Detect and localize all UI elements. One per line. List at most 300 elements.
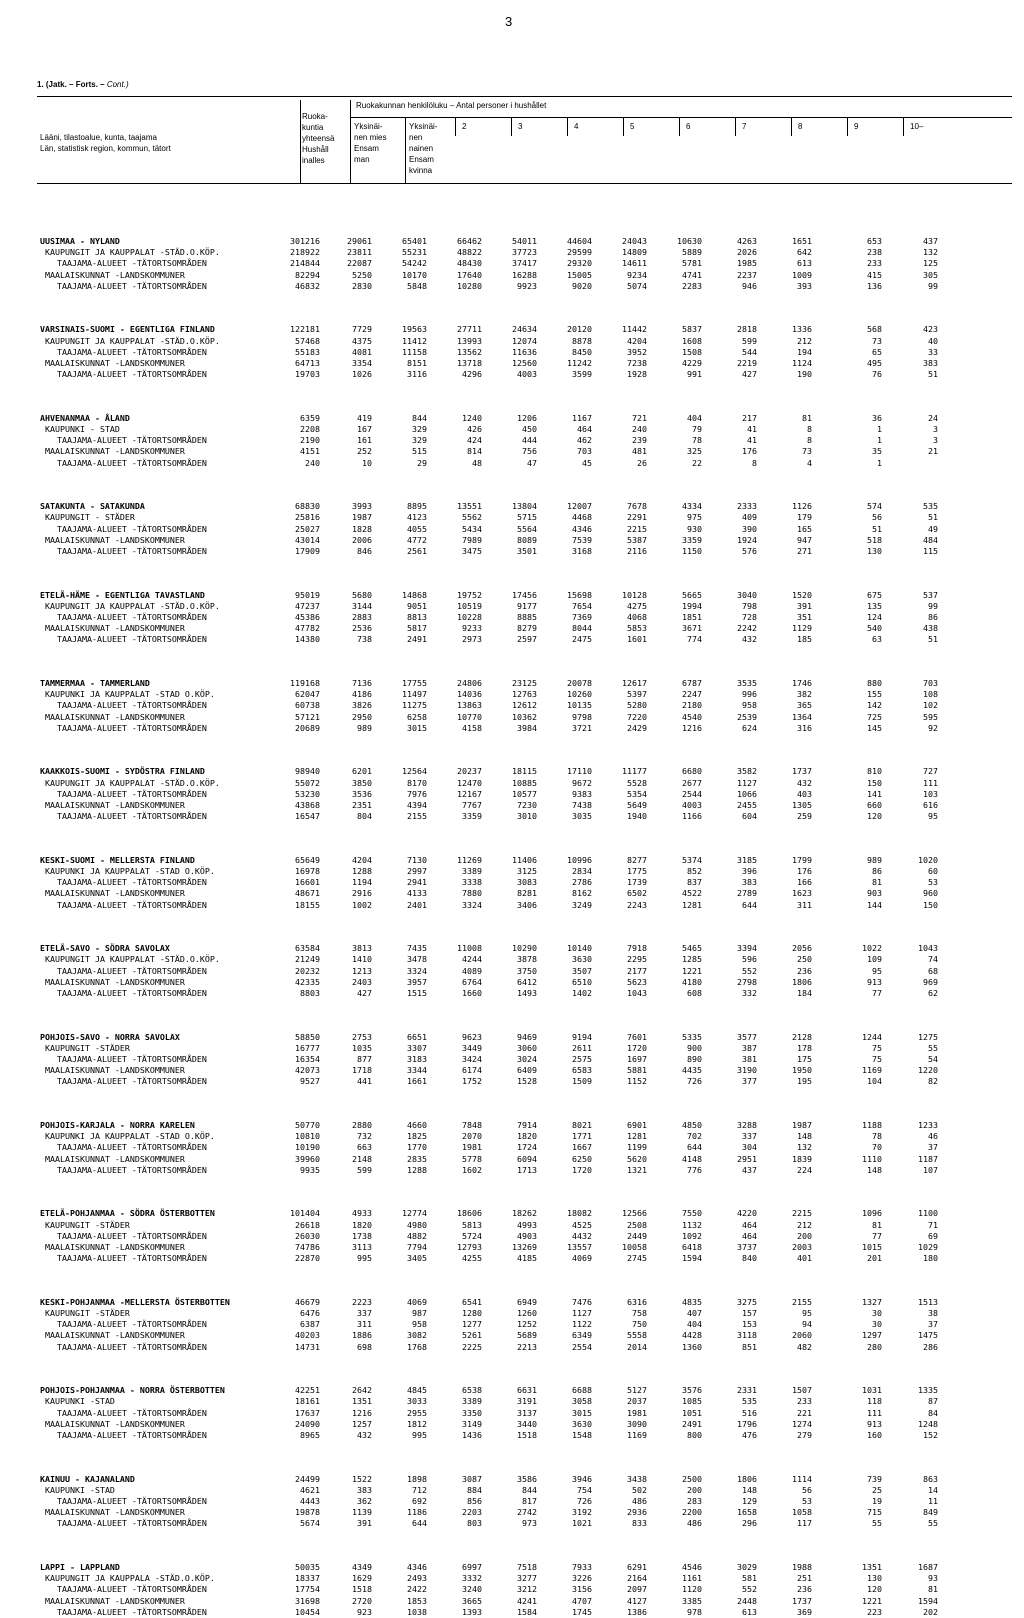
table-row [0,855,1024,866]
row-value: 7518 [517,1562,537,1572]
row-value: 332 [742,987,757,998]
row-value: 48 [472,457,482,468]
row-value: 1321 [627,1164,647,1175]
row-value: 1252 [517,1319,537,1330]
row-value: 973 [522,1518,537,1529]
row-value: 1687 [918,1562,938,1572]
row-value: 1799 [792,854,812,865]
row-label: MAALAISKUNNAT -LANDSKOMMUNER [45,269,185,280]
col-header-size: 4 [574,122,579,131]
row-value: 9177 [517,600,537,611]
row-value: 1713 [517,1164,537,1175]
row-value: 852 [687,865,702,876]
row-value: 62 [928,987,938,998]
row-value: 13804 [512,501,537,512]
row-value: 1981 [627,1407,647,1418]
row-value: 6502 [627,888,647,899]
table-row [0,601,1024,612]
row-value: 1026 [352,369,372,380]
row-value: 1724 [517,1142,537,1153]
row-value: 840 [742,1253,757,1264]
row-value: 833 [632,1518,647,1529]
row-value: 995 [412,1429,427,1440]
row-value: 2642 [352,1385,372,1396]
row-value: 3010 [517,811,537,822]
row-value: 991 [687,369,702,380]
row-label: KAINUU - KAJANALAND [40,1473,135,1484]
row-value: 1257 [352,1418,372,1429]
row-value: 432 [742,634,757,645]
row-label: VARSINAIS-SUOMI - EGENTLIGA FINLAND [40,324,215,335]
row-value: 60 [928,865,938,876]
row-value: 3185 [737,854,757,865]
table-row [0,1043,1024,1054]
row-value: 1839 [792,1153,812,1164]
row-value: 7933 [572,1562,592,1572]
row-value: 24090 [295,1418,320,1429]
row-value: 233 [797,1396,812,1407]
row-label: KAUPUNGIT -STÄDER [45,1219,130,1230]
row-value: 1770 [407,1142,427,1153]
row-value: 351 [797,611,812,622]
row-value: 7435 [407,943,427,954]
table-row [0,612,1024,623]
row-value: 22870 [295,1253,320,1264]
table-row [0,634,1024,645]
row-value: 3406 [517,899,537,910]
row-value: 14380 [295,634,320,645]
row-value: 3324 [407,965,427,976]
row-value: 17637 [295,1407,320,1418]
row-value: 10810 [295,1131,320,1142]
row-value: 27711 [457,324,482,335]
row-value: 3394 [737,943,757,954]
row-value: 1746 [792,678,812,688]
col-header-size: 8 [798,122,803,131]
col-total-line: yhteensä [302,134,335,143]
table-row [0,1518,1024,1529]
row-value: 19703 [295,369,320,380]
table-row [0,623,1024,634]
row-value: 44604 [567,236,592,246]
row-value: 212 [797,1219,812,1230]
row-value: 604 [742,811,757,822]
row-label: TAAJAMA-ALUEET -TÄTORTSOMRÅDEN [57,280,207,291]
row-value: 42335 [295,976,320,987]
row-value: 41 [747,423,757,434]
row-value: 81 [872,1219,882,1230]
row-value: 4148 [682,1153,702,1164]
col-male-line: man [354,155,370,164]
row-value: 7230 [517,799,537,810]
table-row [0,888,1024,899]
row-value: 7438 [572,799,592,810]
row-value: 12564 [402,766,427,777]
row-value: 482 [797,1341,812,1352]
row-value: 3087 [462,1473,482,1484]
row-value: 1161 [682,1573,702,1584]
row-value: 1775 [627,865,647,876]
col-header-size: 5 [630,122,635,131]
row-value: 144 [867,899,882,910]
row-value: 3033 [407,1396,427,1407]
row-value: 63584 [295,943,320,954]
row-value: 325 [687,446,702,457]
table-row [0,1507,1024,1518]
row-value: 155 [867,689,882,700]
row-value: 3984 [517,722,537,733]
row-value: 87 [928,1396,938,1407]
row-value: 2225 [462,1341,482,1352]
row-value: 1629 [352,1573,372,1584]
row-value: 1351 [862,1562,882,1572]
row-value: 9935 [300,1164,320,1175]
row-value: 11269 [457,854,482,865]
row-value: 4180 [682,976,702,987]
row-value: 13557 [567,1241,592,1252]
row-value: 11412 [402,335,427,346]
row-value: 1122 [572,1319,592,1330]
row-value: 1928 [627,369,647,380]
row-label: KAUPUNGIT -STÄDER [45,1042,130,1053]
row-label: TAAJAMA-ALUEET -TÄTORTSOMRÅDEN [57,457,207,468]
row-value: 22087 [347,258,372,269]
row-value: 9194 [572,1031,592,1042]
row-value: 383 [357,1484,372,1495]
row-value: 6316 [627,1296,647,1307]
row-value: 10170 [402,269,427,280]
row-value: 42073 [295,1065,320,1076]
row-value: 1213 [352,965,372,976]
row-value: 53 [928,877,938,888]
row-value: 2422 [407,1584,427,1595]
row-value: 377 [742,1076,757,1087]
row-value: 5374 [682,854,702,865]
row-value: 2798 [737,976,757,987]
row-value: 3449 [462,1042,482,1053]
row-value: 2720 [352,1595,372,1606]
row-value: 40 [928,335,938,346]
row-value: 1020 [918,854,938,865]
row-value: 4158 [462,722,482,733]
row-value: 4432 [572,1230,592,1241]
row-value: 1167 [572,412,592,423]
row-value: 12560 [512,357,537,368]
row-label: TAAJAMA-ALUEET -TÄTORTSOMRÅDEN [57,346,207,357]
row-value: 3149 [462,1418,482,1429]
row-value: 18606 [457,1208,482,1219]
row-value: 1260 [517,1307,537,1318]
row-value: 101404 [290,1208,320,1219]
row-value: 2493 [407,1573,427,1584]
row-value: 1806 [792,976,812,987]
row-value: 1188 [862,1120,882,1130]
row-value: 6997 [462,1562,482,1572]
row-value: 1548 [572,1429,592,1440]
row-value: 6901 [627,1120,647,1130]
row-value: 1029 [918,1241,938,1252]
row-value: 5434 [462,523,482,534]
table-row [0,678,1024,689]
row-value: 1851 [682,611,702,622]
row-value: 8 [807,423,812,434]
row-label: TAAJAMA-ALUEET -TÄTORTSOMRÅDEN [57,877,207,888]
row-value: 10280 [457,280,482,291]
table-row [0,1430,1024,1441]
row-value: 738 [357,634,372,645]
table-row [0,1131,1024,1142]
row-value: 1150 [682,545,702,556]
row-value: 3826 [352,700,372,711]
row-value: 540 [867,623,882,634]
row-value: 675 [867,589,882,600]
row-value: 1199 [627,1142,647,1153]
row-value: 4845 [407,1385,427,1396]
row-value: 1002 [352,899,372,910]
row-value: 2003 [792,1241,812,1252]
row-value: 1475 [918,1330,938,1341]
row-label: KAUPUNGIT JA KAUPPALAT -STÄD.O.KÖP. [45,954,220,965]
row-label: TAAJAMA-ALUEET -TÄTORTSOMRÅDEN [57,1142,207,1153]
row-value: 9672 [572,777,592,788]
row-value: 279 [797,1429,812,1440]
row-value: 2219 [737,357,757,368]
row-value: 92 [928,722,938,733]
row-value: 13993 [457,335,482,346]
row-value: 5813 [462,1219,482,1230]
row-value: 4522 [682,888,702,899]
row-value: 1206 [517,412,537,423]
row-value: 432 [797,777,812,788]
row-value: 3389 [462,865,482,876]
row-value: 4133 [407,888,427,899]
row-value: 2455 [737,799,757,810]
row-value: 10228 [457,611,482,622]
row-value: 10362 [512,711,537,722]
row-value: 24 [928,412,938,423]
row-value: 9798 [572,711,592,722]
row-value: 2997 [407,865,427,876]
row-label: KESKI-SUOMI - MELLERSTA FINLAND [40,854,195,865]
row-value: 7539 [572,534,592,545]
row-value: 726 [577,1495,592,1506]
row-value: 11497 [402,689,427,700]
continuation-text: 1. (Jatk. – Forts. [37,80,98,89]
row-value: 148 [867,1164,882,1175]
row-value: 4835 [682,1296,702,1307]
row-value: 18262 [512,1208,537,1219]
row-label: AHVENANMAA - ÅLAND [40,412,130,423]
row-value: 68 [928,965,938,976]
row-value: 3307 [407,1042,427,1053]
row-value: 1410 [352,954,372,965]
row-label: TAAJAMA-ALUEET -TÄTORTSOMRÅDEN [57,523,207,534]
row-value: 8279 [517,623,537,634]
row-value: 160 [867,1429,882,1440]
row-value: 161 [357,435,372,446]
row-label: MAALAISKUNNAT -LANDSKOMMUNER [45,1418,185,1429]
row-value: 24634 [512,324,537,335]
row-value: 535 [923,501,938,512]
row-value: 33 [928,346,938,357]
row-value: 2936 [627,1507,647,1518]
table-row [0,1165,1024,1176]
row-value: 7130 [407,854,427,865]
row-value: 5837 [682,324,702,335]
row-value: 6412 [517,976,537,987]
row-value: 329 [412,435,427,446]
table-row [0,900,1024,911]
row-value: 16354 [295,1053,320,1064]
row-value: 437 [923,236,938,246]
row-value: 1216 [682,722,702,733]
row-value: 1277 [462,1319,482,1330]
row-value: 3993 [352,501,372,512]
row-value: 5649 [627,799,647,810]
row-value: 4296 [462,369,482,380]
row-value: 415 [867,269,882,280]
row-value: 214844 [290,258,320,269]
group-title: Ruokakunnan henkilöluku – Antal personer i hushållet [356,101,547,110]
row-value: 37 [928,1142,938,1153]
row-value: 239 [632,435,647,446]
row-value: 3 [933,435,938,446]
row-value: 958 [742,700,757,711]
row-value: 804 [357,811,372,822]
row-value: 12074 [512,335,537,346]
row-value: 130 [867,1573,882,1584]
row-value: 7678 [627,501,647,512]
row-value: 1288 [407,1164,427,1175]
table-row [0,1319,1024,1330]
row-value: 5715 [517,512,537,523]
row-value: 437 [742,1164,757,1175]
row-value: 202 [923,1606,938,1617]
row-value: 76 [872,369,882,380]
row-value: 6201 [352,766,372,777]
row-value: 29320 [567,258,592,269]
table-row [0,723,1024,734]
row-value: 201 [867,1253,882,1264]
row-value: 3137 [517,1407,537,1418]
row-value: 3029 [737,1562,757,1572]
row-value: 250 [797,954,812,965]
row-value: 2295 [627,954,647,965]
row-value: 946 [742,280,757,291]
row-value: 54242 [402,258,427,269]
table-row [0,1154,1024,1165]
row-value: 441 [357,1076,372,1087]
row-value: 4525 [572,1219,592,1230]
row-value: 5689 [517,1330,537,1341]
row-value: 55 [872,1518,882,1529]
row-value: 432 [357,1429,372,1440]
row-value: 2177 [627,965,647,976]
row-label: TAAJAMA-ALUEET -TÄTORTSOMRÅDEN [57,1495,207,1506]
row-value: 2536 [352,623,372,634]
row-label: SATAKUNTA - SATAKUNDA [40,501,145,512]
row-value: 178 [797,1042,812,1053]
row-value: 1244 [862,1031,882,1042]
row-value: 989 [357,722,372,733]
row-value: 53230 [295,788,320,799]
row-value: 6258 [407,711,427,722]
row-value: 5397 [627,689,647,700]
table-row [0,1208,1024,1219]
row-value: 4980 [407,1219,427,1230]
row-value: 1129 [792,623,812,634]
row-value: 8170 [407,777,427,788]
table-row [0,800,1024,811]
row-value: 135 [867,600,882,611]
row-value: 73 [872,335,882,346]
row-value: 18337 [295,1573,320,1584]
col-male-line: Yksinäi- [354,122,383,131]
row-value: 3385 [682,1595,702,1606]
row-value: 111 [867,1407,882,1418]
row-label: KAUPUNGIT -STÄDER [45,1307,130,1318]
row-value: 9051 [407,600,427,611]
row-value: 8277 [627,854,647,865]
table-row [0,811,1024,822]
row-value: 95 [872,965,882,976]
row-value: 2745 [627,1253,647,1264]
row-value: 484 [923,534,938,545]
row-value: 1393 [462,1606,482,1617]
row-value: 18082 [567,1208,592,1219]
row-value: 45386 [295,611,320,622]
row-value: 2941 [407,877,427,888]
row-value: 17909 [295,545,320,556]
row-value: 11008 [457,943,482,954]
row-value: 5354 [627,788,647,799]
row-value: 7880 [462,888,482,899]
row-value: 304 [742,1142,757,1153]
row-value: 11275 [402,700,427,711]
row-value: 77 [872,987,882,998]
row-value: 95 [928,811,938,822]
row-value: 31698 [295,1595,320,1606]
row-value: 74786 [295,1241,320,1252]
row-value: 1274 [792,1418,812,1429]
row-value: 900 [687,1042,702,1053]
row-value: 9234 [627,269,647,280]
table-row [0,524,1024,535]
row-value: 3192 [572,1507,592,1518]
row-value: 16601 [295,877,320,888]
table-row [0,1032,1024,1043]
row-value: 515 [412,446,427,457]
row-value: 6387 [300,1319,320,1330]
row-value: 3507 [572,965,592,976]
row-value: 57121 [295,711,320,722]
row-value: 166 [797,877,812,888]
row-value: 51 [872,523,882,534]
col-female-line: kvinna [409,166,433,175]
row-value: 4468 [572,512,592,523]
row-value: 10128 [622,589,647,600]
row-value: 81 [928,1584,938,1595]
row-value: 1737 [792,1595,812,1606]
table-row [0,1596,1024,1607]
row-value: 12470 [457,777,482,788]
row-value: 383 [923,357,938,368]
row-label: POHJOIS-SAVO - NORRA SAVOLAX [40,1031,180,1042]
row-value: 17110 [567,766,592,777]
row-value: 1820 [352,1219,372,1230]
row-value: 2333 [737,501,757,512]
row-value: 481 [632,446,647,457]
